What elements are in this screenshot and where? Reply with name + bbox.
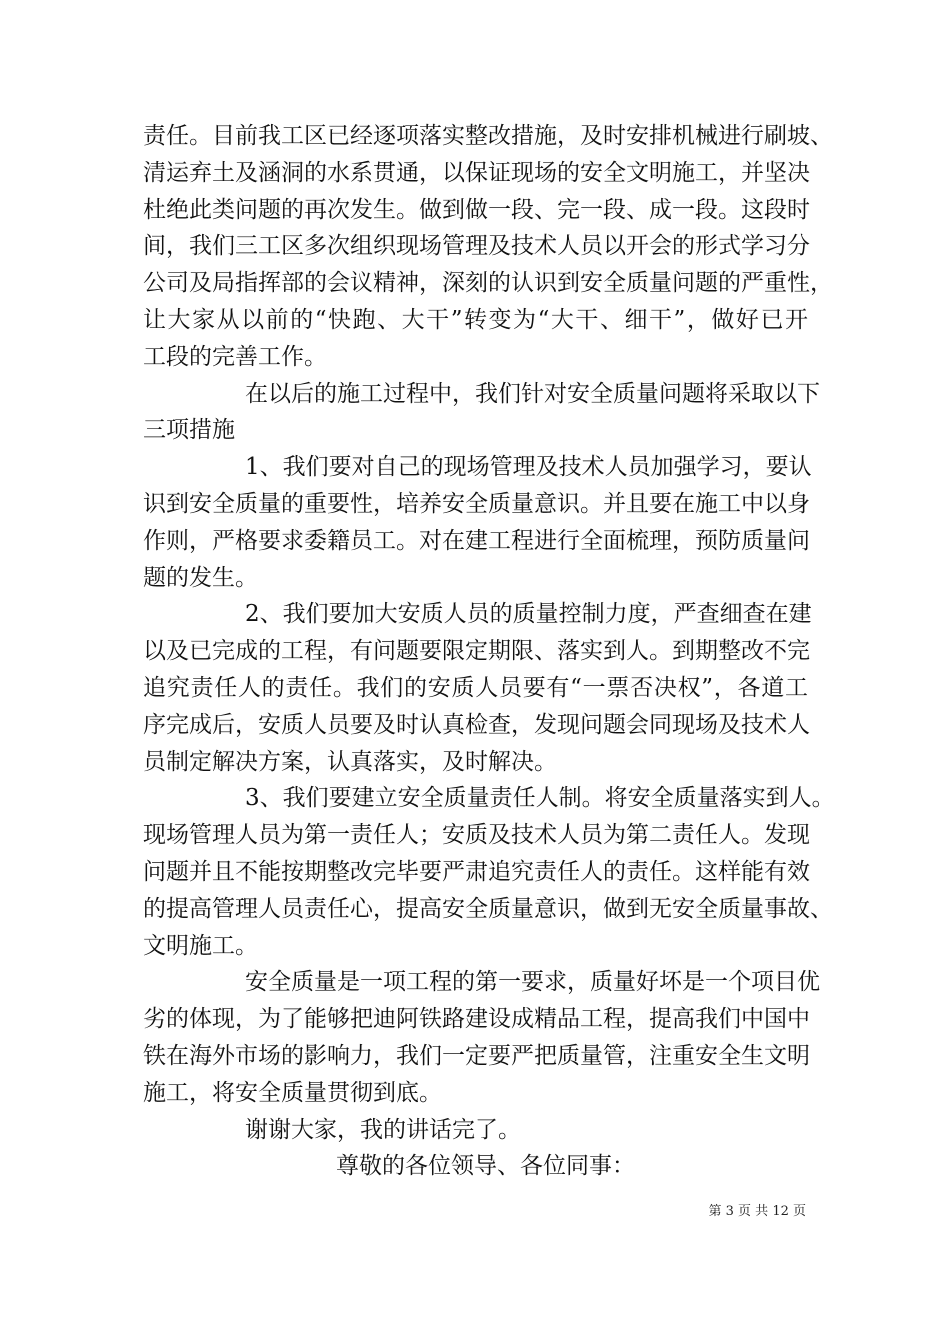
text-line: 责任。目前我工区已经逐项落实整改措施，及时安排机械进行刷坡、	[143, 123, 833, 149]
text-line: 公司及局指挥部的会议精神，深刻的认识到安全质量问题的严重性，	[143, 270, 833, 297]
text-line: 谢谢大家，我的讲话完了。	[245, 1116, 521, 1143]
page-footer: 第 3 页 共 12 页	[708, 1204, 806, 1219]
text-line: 追究责任人的责任。我们的安质人员要有“一票否决权”，各道工	[143, 674, 808, 701]
text-line: 工段的完善工作。	[143, 343, 327, 370]
text-line: 序完成后，安质人员要及时认真检查，发现问题会同现场及技术人	[143, 711, 810, 738]
text-line: 识到安全质量的重要性，培养安全质量意识。并且要在施工中以身	[143, 490, 810, 517]
text-line: 施工，将安全质量贯彻到底。	[143, 1079, 442, 1106]
text-line: 清运弃土及涵洞的水系贯通，以保证现场的安全文明施工，并坚决	[143, 159, 810, 186]
text-line: 杜绝此类问题的再次发生。做到做一段、完一段、成一段。这段时	[143, 196, 810, 223]
text-line: 问题并且不能按期整改完毕要严肃追究责任人的责任。这样能有效	[143, 858, 810, 885]
text-line: 以及已完成的工程，有问题要限定期限、落实到人。到期整改不完	[143, 638, 810, 665]
text-line: 让大家从以前的“快跑、大干”转变为“大干、细干”，做好已开	[143, 306, 808, 333]
text-line: 的提高管理人员责任心，提高安全质量意识，做到无安全质量事故、	[143, 895, 833, 922]
text-line: 间，我们三工区多次组织现场管理及技术人员以开会的形式学习分	[143, 233, 810, 260]
text-line: 现场管理人员为第一责任人；安质及技术人员为第二责任人。发现	[143, 822, 810, 849]
text-line: 安全质量是一项工程的第一要求，质量好坏是一个项目优	[245, 969, 820, 996]
text-line: 铁在海外市场的影响力，我们一定要严把质量管，注重安全生文明	[143, 1042, 810, 1069]
text-line: 作则，严格要求委籍员工。对在建工程进行全面梳理，预防质量问	[143, 527, 810, 554]
text-line: 2、我们要加大安质人员的质量控制力度，严查细查在建	[245, 601, 812, 628]
text-line: 三项措施	[143, 417, 235, 444]
text-line: 1、我们要对自己的现场管理及技术人员加强学习，要认	[245, 454, 812, 481]
text-line: 题的发生。	[143, 564, 258, 591]
text-line: 在以后的施工过程中，我们针对安全质量问题将采取以下	[245, 380, 820, 407]
body-text	[143, 118, 835, 1185]
text-line: 劣的体现，为了能够把迪阿铁路建设成精品工程，提高我们中国中	[143, 1006, 810, 1033]
text-line: 文明施工。	[143, 932, 258, 959]
text-line: 尊敬的各位领导、各位同事：	[336, 1153, 635, 1180]
text-line: 3、我们要建立安全质量责任人制。将安全质量落实到人。	[245, 785, 835, 812]
text-line: 员制定解决方案，认真落实，及时解决。	[143, 748, 557, 775]
